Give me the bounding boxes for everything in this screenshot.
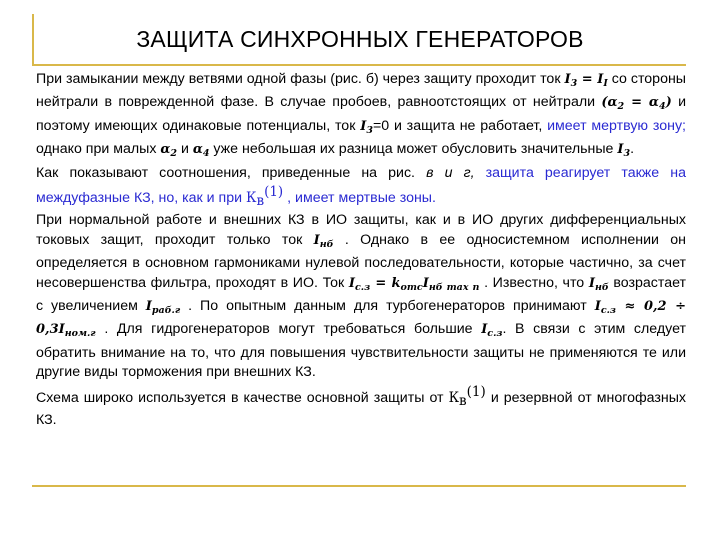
highlight-dead-zone: имеет мертвую зону; xyxy=(547,117,686,134)
highlight-phase-faults: защита реагирует также на междуфазные КЗ, но, как и при xyxy=(36,164,686,207)
title-bottom-rule xyxy=(32,64,686,66)
footer-rule xyxy=(32,485,686,487)
paragraph-3: При нормальной работе и внешних КЗ в ИО защиты, как и в ИО других дифференциальных токовых защит, проходит только ток $I_{нб}$ . Однако в ее односистемном исполнении он определяется в основном гармониками нулевой последовательности, которые частично, за счет несовершенства фильтра, проходят в ИО. Ток $I_{с.з} = k_{отс}I_{нб max п}$ . Известно, что $I_{нб}$ возрастает с увеличением $I_{раб.г}$ . По опытным данным для турбогенераторов принимают $I_{с.з} \approx 0,2 \div 0,3I_{ном.г}$ . Для гидрогенераторов могут требоваться большие $I_{с.з}$. В связи с этим следует обратить внимание на то, что для повышения чувствительности защиты не применяются те или другие виды торможения при внешних КЗ. xyxy=(36,212,687,381)
slide-title: ЗАЩИТА СИНХРОННЫХ ГЕНЕРАТОРОВ xyxy=(136,26,584,52)
paragraph-4: Схема широко используется в качестве основной защиты от Кв(1) и резервной от многофазных КЗ. xyxy=(36,383,686,429)
title-left-rule xyxy=(32,14,34,66)
paragraph-1: При замыкании между ветвями одной фазы (рис. б) через защиту проходит ток $I_3 = I_I$ со стороны нейтрали в поврежденной фазе. В случае пробоев, равноотстоящих от нейтрали $(\alpha_2 = \alpha_4)$ и поэтому имеющих одинаковые потенциалы, ток $I_3=0$ и защита не работает, имеет мертвую зону; однако при малых $\alpha_2$ и $\alpha_4$ уже небольшая их разница может обусловить значительные $I_3$. xyxy=(36,71,686,160)
slide-body xyxy=(36,70,686,431)
highlight-dead-zones: , имеет мертвые зоны. xyxy=(283,190,436,207)
paragraph-2: Как показывают соотношения, приведенные на рис. в и г, защита реагирует также на междуфазные КЗ, но, как и при Кв(1) , имеет мертвые зоны. xyxy=(36,164,686,210)
